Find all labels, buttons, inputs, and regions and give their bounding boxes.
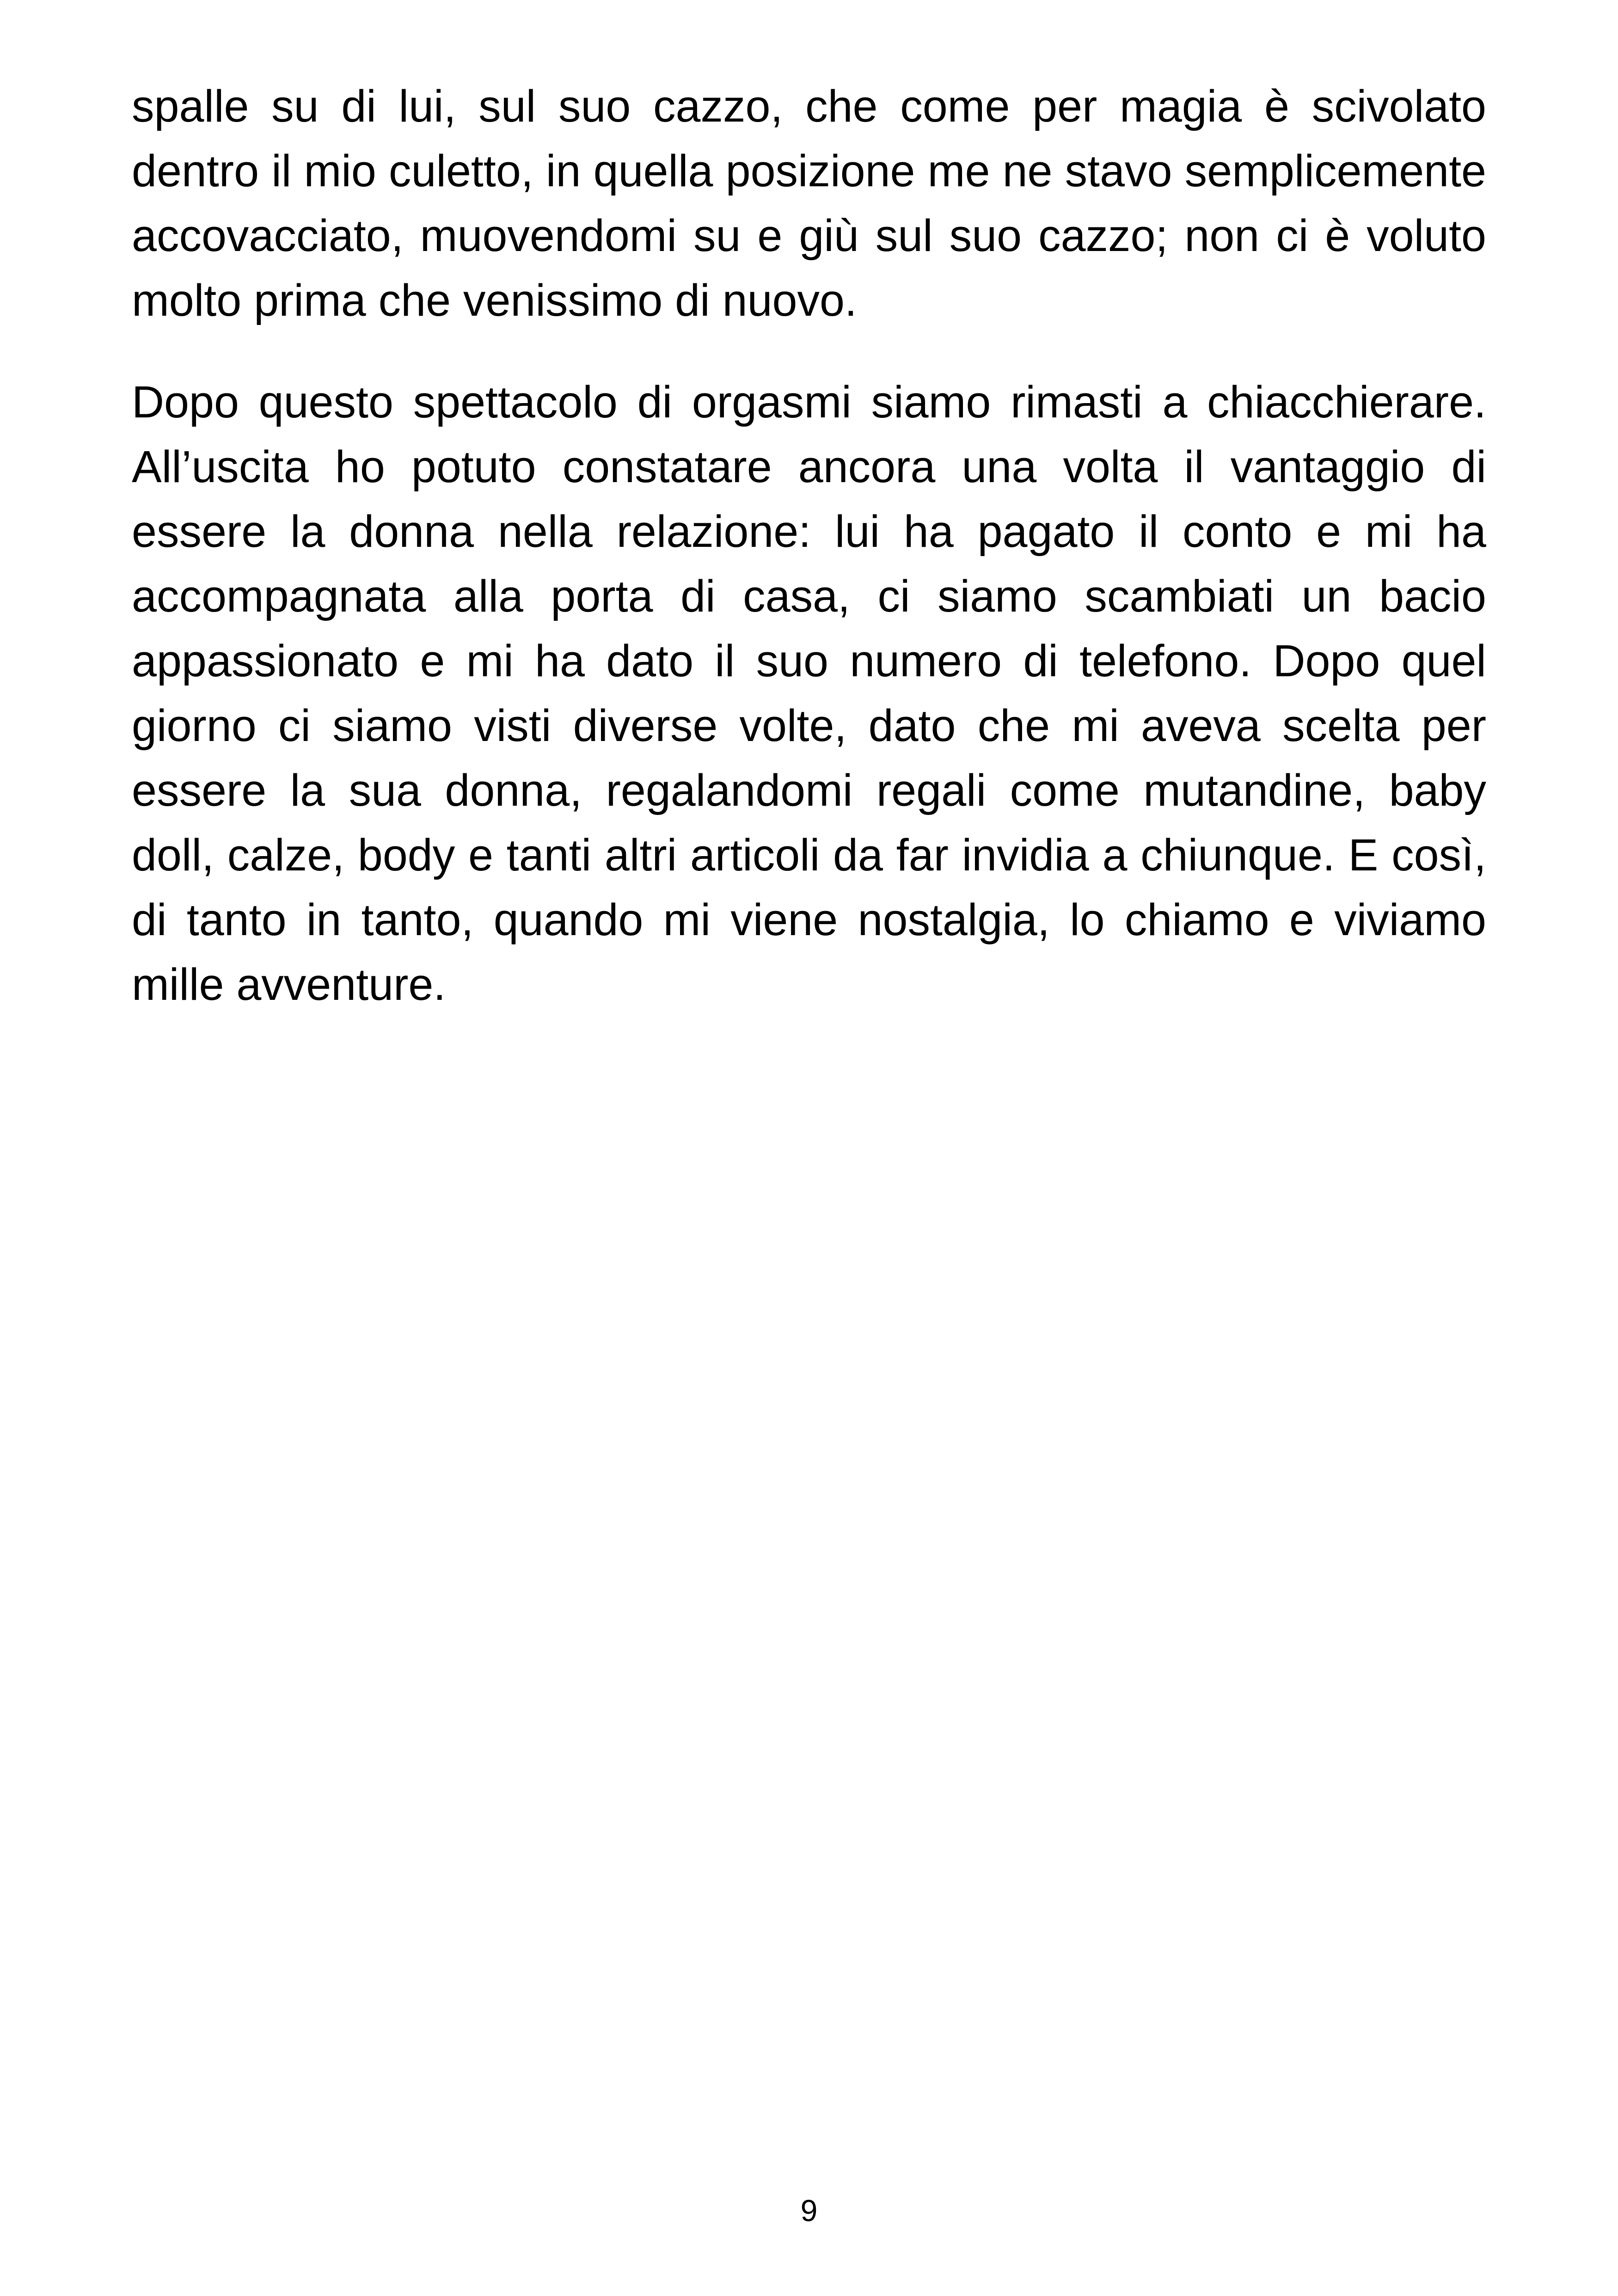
paragraph: Dopo questo spettacolo di orgasmi siamo rimasti a chiacchierare. All’uscita ho potuto constatare ancora una volta il vantaggio di essere la donna nella relazione: lui ha pagato il conto e mi ha accompagnata alla porta di casa, ci siamo scambiati un bacio appassionato e mi ha dato il suo numero di telefono. Dopo quel giorno ci siamo visti diverse volte, dato che mi aveva scelta per essere la sua donna, regalandomi regali come mutandine, baby doll, calze, body e tanti altri articoli da far invidia a chiunque. E così, di tanto in tanto, quando mi viene nostalgia, lo chiamo e viviamo mille avventure. — [132, 377, 1486, 1010]
body-text — [132, 74, 1486, 1054]
page-number: 9 — [800, 2193, 818, 2228]
paragraph: spalle su di lui, sul suo cazzo, che come per magia è scivolato dentro il mio culetto, in quella posizione me ne stavo semplicemente accovacciato, muovendomi su e giù sul suo cazzo; non ci è voluto molto prima che venissimo di nuovo. — [132, 81, 1486, 325]
